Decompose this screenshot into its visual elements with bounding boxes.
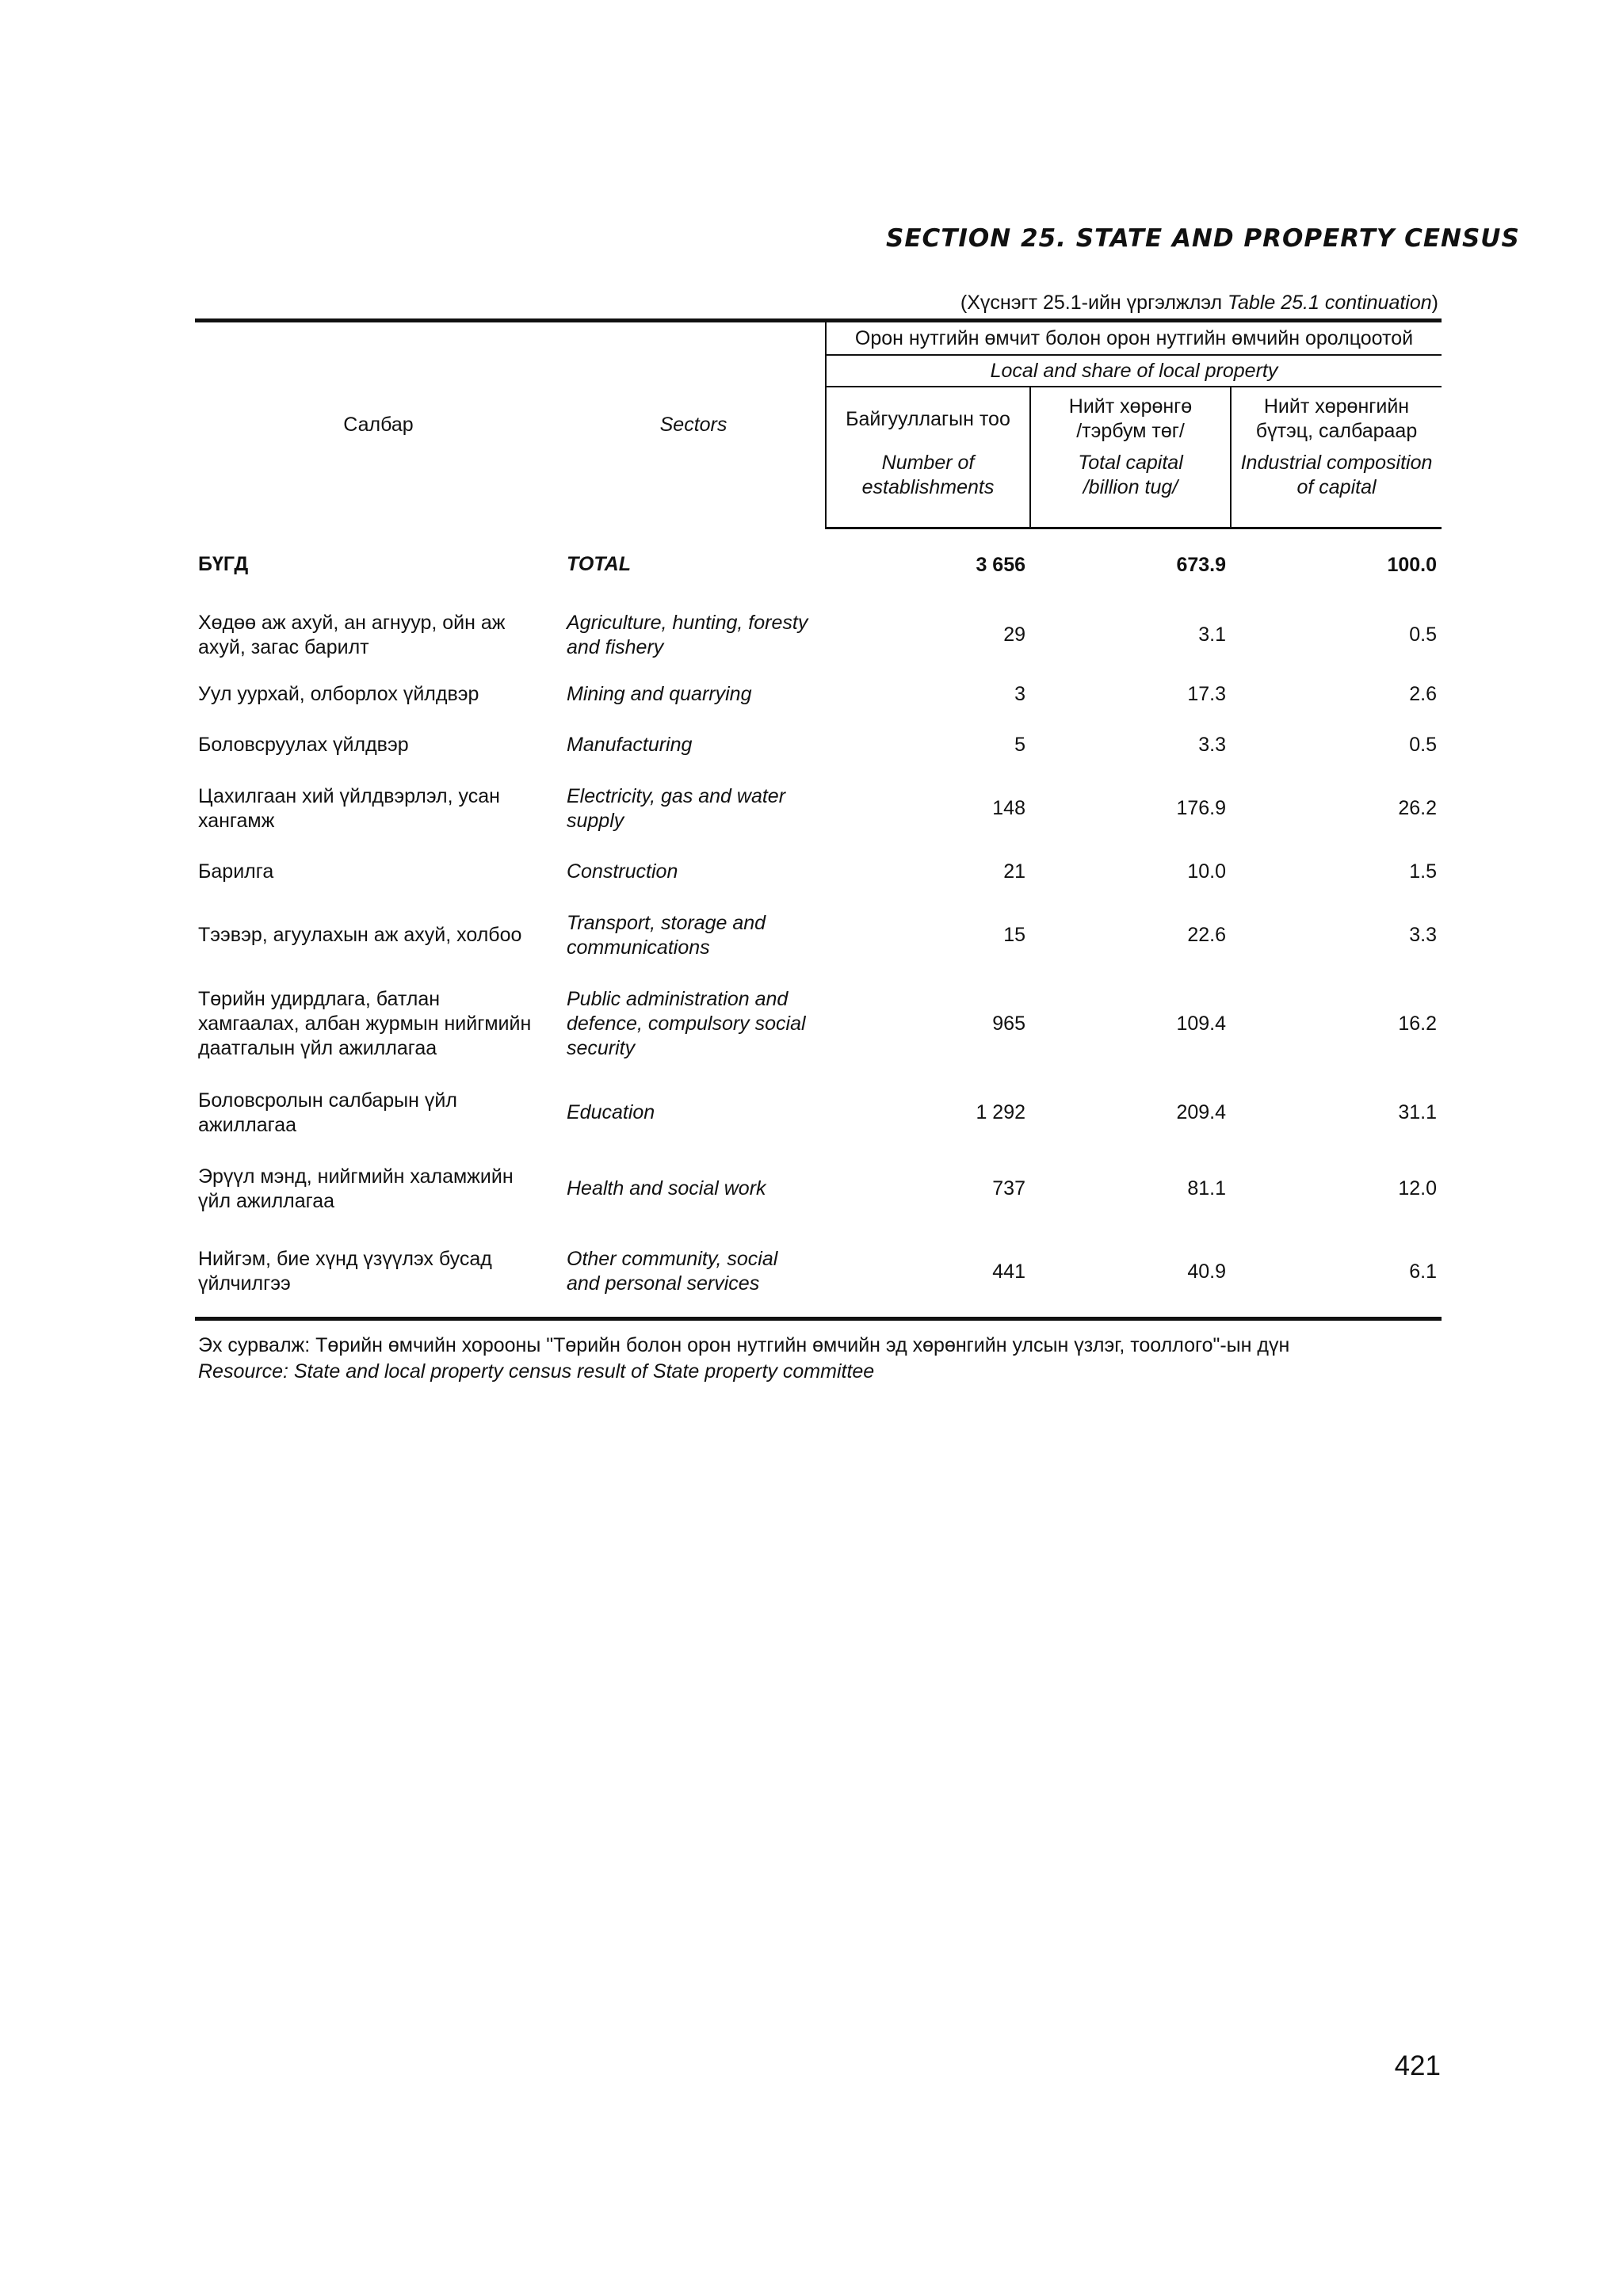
cell-composition: 31.1 — [1398, 1101, 1437, 1123]
table-row-total — [195, 528, 1442, 601]
cell-capital: 209.4 — [1176, 1101, 1226, 1123]
table-row — [195, 898, 1442, 974]
continuation-mn: (Хүснэгт 25.1-ийн үргэлжлэл — [960, 292, 1223, 314]
sector-name-mn: БҮГД — [198, 553, 249, 575]
header-group-mn: Орон нутгийн өмчит болон орон нутгийн өмчийн оролцоотой — [826, 321, 1442, 356]
cell-establishments: 965 — [992, 1013, 1025, 1035]
header-col-establishments-en: Number of establishments — [826, 451, 1030, 528]
continuation-en: Table 25.1 continuation — [1228, 292, 1432, 314]
cell-composition: 0.5 — [1409, 624, 1437, 646]
sector-name-en: Public administration and defence, compulsory social security — [567, 988, 806, 1059]
cell-composition: 6.1 — [1231, 1227, 1442, 1319]
sector-name-mn: Тээвэр, агуулахын аж ахуй, холбоо — [198, 924, 522, 946]
sector-name-mn: Эрүүл мэнд, нийгмийн халамжийн үйл ажиллагаа — [198, 1165, 514, 1212]
sector-name-en: TOTAL — [567, 553, 632, 575]
cell-composition: 1.5 — [1409, 860, 1437, 883]
footnote-en: Resource: State and local property census result of State property committee — [198, 1360, 875, 1383]
cell-capital: 673.9 — [1176, 553, 1226, 576]
cell-composition: 26.2 — [1398, 797, 1437, 819]
header-col-composition-en: Industrial composition of capital — [1231, 451, 1442, 528]
table-row — [195, 847, 1442, 898]
cell-capital: 17.3 — [1187, 683, 1226, 705]
table-row — [195, 974, 1442, 1075]
sector-name-mn: Барилга — [198, 860, 274, 883]
table-row — [195, 1227, 1442, 1319]
sector-name-en: Other community, social and personal services — [562, 1227, 826, 1319]
table-row — [195, 1151, 1442, 1227]
sector-name-en: Manufacturing — [567, 734, 693, 756]
cell-capital: 109.4 — [1176, 1013, 1226, 1035]
cell-capital: 10.0 — [1187, 860, 1226, 883]
sector-name-mn: Боловсруулах үйлдвэр — [198, 734, 409, 756]
sector-name-en: Health and social work — [567, 1177, 766, 1199]
cell-composition: 2.6 — [1409, 683, 1437, 705]
sector-name-mn: Боловсролын салбарын үйл ажиллагаа — [198, 1089, 457, 1136]
header-col-establishments-mn: Байгууллагын тоо — [826, 387, 1030, 451]
cell-capital: 176.9 — [1176, 797, 1226, 819]
continuation-close: ) — [1431, 292, 1438, 314]
cell-composition: 0.5 — [1409, 734, 1437, 756]
table-header — [195, 321, 1442, 528]
source-footnote — [198, 1333, 1450, 1385]
sector-name-mn: Хөдөө аж ахуй, ан агнуур, ойн аж ахуй, загас барилт — [198, 611, 506, 658]
table-row — [195, 601, 1442, 669]
cell-establishments: 15 — [1003, 924, 1025, 946]
cell-establishments: 5 — [1014, 734, 1025, 756]
cell-composition: 3.3 — [1409, 924, 1437, 946]
cell-capital: 81.1 — [1187, 1177, 1226, 1199]
sector-name-en: Agriculture, hunting, foresty and fishery — [567, 611, 808, 658]
cell-capital: 40.9 — [1030, 1227, 1231, 1319]
header-col-composition-mn: Нийт хөрөнгийн бүтэц, салбараар — [1231, 387, 1442, 451]
sector-name-en: Transport, storage and communications — [567, 911, 766, 959]
header-sector-en: Sectors — [562, 321, 826, 528]
cell-establishments: 737 — [992, 1177, 1025, 1199]
header-sector-mn: Салбар — [195, 321, 562, 528]
table-body — [195, 528, 1442, 1319]
table-continuation-note — [960, 292, 1438, 315]
header-col-capital-mn: Нийт хөрөнгө /тэрбум төг/ — [1030, 387, 1231, 451]
cell-establishments: 441 — [826, 1227, 1030, 1319]
sector-name-mn: Цахилгаан хий үйлдвэрлэл, усан хангамж — [198, 784, 500, 832]
cell-composition: 12.0 — [1398, 1177, 1437, 1199]
cell-establishments: 3 656 — [976, 553, 1025, 576]
cell-establishments: 21 — [1003, 860, 1025, 883]
cell-establishments: 29 — [1003, 624, 1025, 646]
cell-composition: 100.0 — [1387, 553, 1437, 576]
sector-name-en: Construction — [567, 860, 678, 883]
census-table — [195, 318, 1442, 1321]
sector-name-mn: Төрийн удирдлага, батлан хамгаалах, албан журмын нийгмийн даатгалын үйл ажиллагаа — [198, 988, 532, 1059]
page-number: 421 — [1394, 2050, 1441, 2081]
sector-name-mn: Уул уурхай, олборлох үйлдвэр — [198, 683, 479, 705]
cell-capital: 3.3 — [1198, 734, 1226, 756]
table-row — [195, 771, 1442, 847]
footnote-mn: Эх сурвалж: Төрийн өмчийн хорооны "Төрийн болон орон нутгийн өмчийн эд хөрөнгийн улсын үзлэг, тооллого"-ын дүн — [198, 1334, 1290, 1356]
section-header — [875, 214, 1520, 263]
section-title: SECTION 25. STATE AND PROPERTY CENSUS — [886, 224, 1520, 253]
sector-name-mn: Нийгэм, бие хүнд үзүүлэх бусад үйлчилгээ — [195, 1227, 562, 1319]
header-col-capital-en: Total capital /billion tug/ — [1030, 451, 1231, 528]
sector-name-en: Education — [567, 1101, 655, 1123]
table-row — [195, 669, 1442, 720]
table-row — [195, 720, 1442, 771]
cell-establishments: 148 — [992, 797, 1025, 819]
cell-capital: 3.1 — [1198, 624, 1226, 646]
cell-capital: 22.6 — [1187, 924, 1226, 946]
sector-name-en: Electricity, gas and water supply — [567, 784, 786, 832]
cell-establishments: 1 292 — [976, 1101, 1025, 1123]
cell-composition: 16.2 — [1398, 1013, 1437, 1035]
header-group-en: Local and share of local property — [826, 355, 1442, 387]
sector-name-en: Mining and quarrying — [567, 683, 752, 705]
table-row — [195, 1075, 1442, 1151]
cell-establishments: 3 — [1014, 683, 1025, 705]
